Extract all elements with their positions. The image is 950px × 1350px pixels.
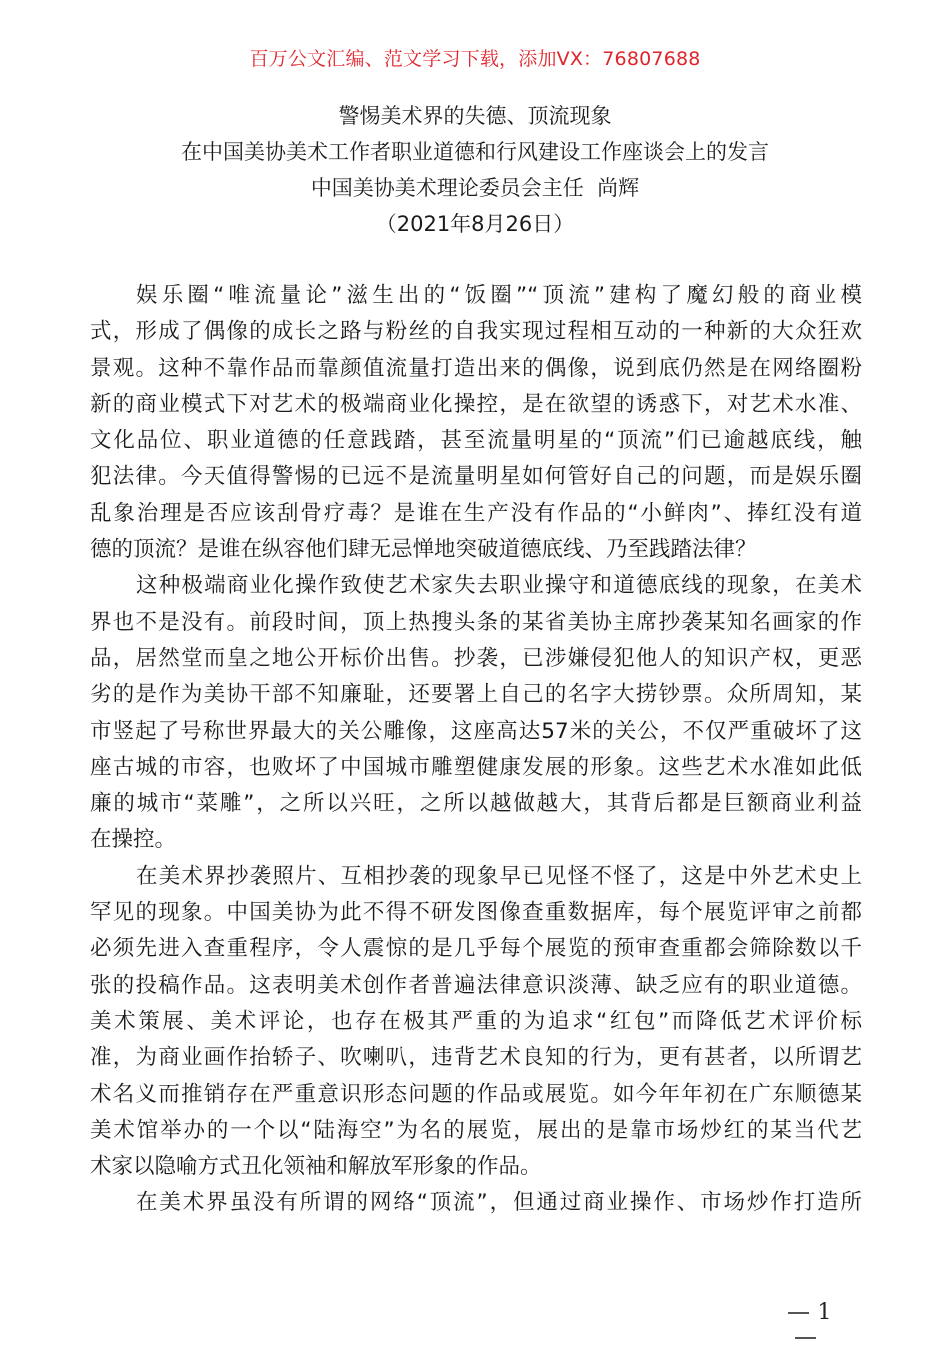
watermark-banner: 百万公文汇编、范文学习下载，添加VX：76807688: [249, 48, 701, 70]
paragraph-line: 新的商业模式下对艺术的极端商业化操控，是在欲望的诱惑下，对艺术水准、: [90, 391, 862, 417]
paragraph-line: 犯法律。今天值得警惕的已远不是流量明星如何管好自己的问题，而是娱乐圈: [90, 464, 862, 490]
document-subtitle: 在中国美协美术工作者职业道德和行风建设工作座谈会上的发言: [181, 140, 769, 164]
paragraph-line: 廉的城市“菜雕”，之所以兴旺，之所以越做越大，其背后都是巨额商业利益: [90, 791, 862, 817]
paragraph-line: 座古城的市容，也败坏了中国城市雕塑健康发展的形象。这些艺术水准如此低: [90, 754, 862, 780]
paragraph-line: 市竖起了号称世界最大的关公雕像，这座高达57米的关公，不仅严重破坏了这: [90, 718, 862, 744]
paragraph-line: 文化品位、职业道德的任意践踏，甚至流量明星的“顶流”们已逾越底线，触: [90, 428, 862, 454]
paragraph-line: 品，居然堂而皇之地公开标价出售。抄袭，已涉嫌侵犯他人的知识产权，更恶: [90, 645, 862, 671]
paragraph-line: 术名义而推销存在严重意识形态问题的作品或展览。如今年年初在广东顺德某: [90, 1081, 862, 1107]
paragraph-line: 罕见的现象。中国美协为此不得不研发图像查重数据库，每个展览评审之前都: [90, 900, 862, 926]
page-number: [765, 1300, 845, 1350]
paragraph-line: 劣的是作为美协干部不知廉耻，还要署上自己的名字大捞钞票。众所周知，某: [90, 682, 862, 708]
paragraph-line: 美术馆举办的一个以“陆海空”为名的展览，展出的是靠市场炒红的某当代艺: [90, 1117, 862, 1143]
paragraph-line: 乱象治理是否应该刮骨疗毒？是谁在生产没有作品的“小鲜肉”、捧红没有道: [90, 500, 862, 526]
page-number-value: 1: [817, 1300, 832, 1325]
paragraph-line: 德的顶流？是谁在纵容他们肆无忌惮地突破道德底线、乃至践踏法律？: [90, 537, 757, 563]
paragraph-line: 美术策展、美术评论，也存在极其严重的为追求“红包”而降低艺术评价标: [90, 1008, 862, 1034]
dash-decoration: [795, 1337, 816, 1339]
paragraph-line: 式，形成了偶像的成长之路与粉丝的自我实现过程相互动的一种新的大众狂欢: [90, 319, 862, 345]
paragraph-line: 这种极端商业化操作致使艺术家失去职业操守和道德底线的现象，在美术: [136, 573, 862, 599]
dash-decoration: [788, 1312, 809, 1314]
paragraph-line: 张的投稿作品。这表明美术创作者普遍法律意识淡薄、缺乏应有的职业道德。: [90, 972, 862, 998]
paragraph-line: 在操控。: [90, 827, 177, 853]
paragraph-line: 在美术界抄袭照片、互相抄袭的现象早已见怪不怪了，这是中外艺术史上: [136, 863, 862, 889]
document-body: [90, 278, 862, 1222]
paragraph-line: 术家以隐喻方式丑化领袖和解放军形象的作品。: [90, 1154, 542, 1180]
document-author: 中国美协美术理论委员会主任 尚辉: [310, 176, 640, 200]
paragraph-line: 准，为商业画作抬轿子、吹喇叭，违背艺术良知的行为，更有甚者，以所谓艺: [90, 1045, 862, 1071]
paragraph-line: 界也不是没有。前段时间，顶上热搜头条的某省美协主席抄袭某知名画家的作: [90, 609, 862, 635]
paragraph-line: 娱乐圈“唯流量论”滋生出的“饭圈”“顶流”建构了魔幻般的商业模: [136, 283, 862, 308]
paragraph-line: 景观。这种不靠作品而靠颜值流量打造出来的偶像，说到底仍然是在网络圈粉: [90, 355, 862, 381]
document-title: 警惕美术界的失德、顶流现象: [338, 104, 612, 128]
document-date: （2021年8月26日）: [375, 212, 575, 236]
paragraph-line: 在美术界虽没有所谓的网络“顶流”，但通过商业操作、市场炒作打造所: [136, 1190, 862, 1216]
paragraph-line: 必须先进入查重程序，令人震惊的是几乎每个展览的预审查重都会筛除数以千: [90, 936, 862, 962]
